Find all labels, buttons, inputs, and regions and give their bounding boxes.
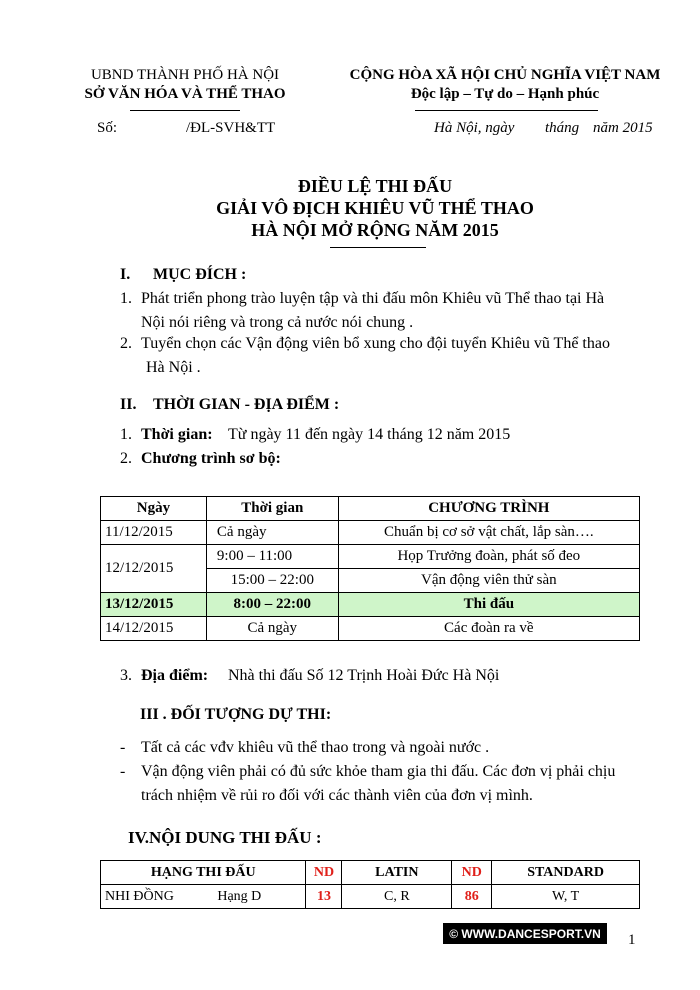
table-row — [101, 545, 640, 569]
schedule-program: Họp Trưởng đoàn, phát số đeo — [338, 545, 639, 569]
date-month: tháng — [545, 120, 580, 136]
schedule-col-program: CHƯƠNG TRÌNH — [338, 497, 639, 521]
schedule-time: 8:00 – 22:00 — [206, 593, 338, 617]
title-line-1: ĐIỀU LỆ THI ĐẤU — [297, 176, 453, 196]
schedule-col-time: Thời gian — [206, 497, 338, 521]
table-row — [101, 885, 640, 909]
schedule-time: Cả ngày — [206, 521, 338, 545]
latin-value: C, R — [342, 885, 452, 909]
s2-item3-label: Địa điểm: — [141, 667, 209, 684]
doc-number-label: Số: — [97, 120, 118, 136]
section-4-heading: IV.NỘI DUNG THI ĐẤU : — [128, 828, 322, 847]
header-left-rule — [130, 110, 240, 111]
schedule-col-date: Ngày — [101, 497, 207, 521]
section-2-heading: THỜI GIAN - ĐỊA ĐIỂM : — [153, 396, 340, 413]
section-1-heading: MỤC ĐÍCH : — [153, 266, 247, 283]
nation-name: CỘNG HÒA XÃ HỘI CHỦ NGHĨA VIỆT NAM — [349, 67, 661, 83]
department-name: SỞ VĂN HÓA VÀ THỂ THAO — [84, 86, 286, 102]
table-row-highlighted — [101, 593, 640, 617]
title-line-2: GIẢI VÔ ĐỊCH KHIÊU VŨ THỂ THAO — [216, 198, 534, 218]
section-2-num: II. — [120, 396, 137, 413]
schedule-program: Thi đấu — [338, 593, 639, 617]
title-rule — [330, 247, 426, 248]
schedule-date: 12/12/2015 — [101, 545, 207, 593]
schedule-date: 14/12/2015 — [101, 617, 207, 641]
s1-item1-num: 1. — [120, 290, 132, 307]
s1-item1-line2: Nội nói riêng và trong cả nước nói chung . — [141, 314, 414, 331]
schedule-date: 11/12/2015 — [101, 521, 207, 545]
s2-item2-num: 2. — [120, 450, 132, 467]
schedule-date: 13/12/2015 — [101, 593, 207, 617]
s2-item1-label: Thời gian: — [141, 426, 213, 443]
table-row — [101, 521, 640, 545]
s3-bullet1-dash: - — [120, 739, 126, 756]
section-1-num: I. — [120, 266, 131, 283]
col-class: HẠNG THI ĐẤU — [101, 861, 306, 885]
schedule-program: Chuẩn bị cơ sở vật chất, lắp sàn…. — [338, 521, 639, 545]
schedule-time: 15:00 – 22:00 — [206, 569, 338, 593]
watermark-badge: © WWW.DANCESPORT.VN — [443, 923, 607, 944]
col-standard: STANDARD — [492, 861, 640, 885]
nd-latin-value: 13 — [306, 885, 342, 909]
class-level: Hạng D — [217, 888, 262, 904]
table-row — [101, 617, 640, 641]
standard-value: W, T — [492, 885, 640, 909]
competition-table — [100, 860, 640, 909]
doc-number-code: /ĐL-SVH&TT — [186, 120, 276, 136]
col-nd-standard: ND — [452, 861, 492, 885]
schedule-header-row — [101, 497, 640, 521]
schedule-table — [100, 496, 640, 641]
class-cell — [101, 885, 306, 909]
section-3-heading: III . ĐỐI TƯỢNG DỰ THI: — [140, 706, 332, 723]
class-name: NHI ĐỒNG — [105, 888, 174, 904]
nd-standard-value: 86 — [452, 885, 492, 909]
date-year: năm 2015 — [593, 120, 653, 136]
agency-name: UBND THÀNH PHỐ HÀ NỘI — [90, 67, 280, 83]
s3-bullet2-line2: trách nhiệm về rủi ro đối với các thành viên của đơn vị mình. — [141, 787, 533, 804]
schedule-program: Các đoàn ra về — [338, 617, 639, 641]
col-nd-latin: ND — [306, 861, 342, 885]
schedule-time: Cả ngày — [206, 617, 338, 641]
s2-item3-num: 3. — [120, 667, 132, 684]
s1-item2-num: 2. — [120, 335, 132, 352]
header-right-rule — [415, 110, 598, 111]
schedule-program: Vận động viên thử sàn — [338, 569, 639, 593]
motto: Độc lập – Tự do – Hạnh phúc — [410, 86, 600, 102]
s2-item1-num: 1. — [120, 426, 132, 443]
competition-header-row — [101, 861, 640, 885]
s1-item2-line2: Hà Nội . — [146, 359, 201, 376]
s2-item1-text: Từ ngày 11 đến ngày 14 tháng 12 năm 2015 — [228, 426, 511, 443]
s2-item3-text: Nhà thi đấu Số 12 Trịnh Hoài Đức Hà Nội — [228, 667, 500, 684]
col-latin: LATIN — [342, 861, 452, 885]
s3-bullet1: Tất cả các vđv khiêu vũ thể thao trong và ngoài nước . — [141, 739, 490, 756]
s1-item1-line1: Phát triển phong trào luyện tập và thi đấu môn Khiêu vũ Thể thao tại Hà — [141, 290, 605, 307]
s2-item2-label: Chương trình sơ bộ: — [141, 450, 281, 467]
page-number: 1 — [628, 932, 636, 948]
s3-bullet2-dash: - — [120, 763, 126, 780]
s1-item2-line1: Tuyển chọn các Vận động viên bổ xung cho đội tuyển Khiêu vũ Thể thao — [141, 335, 610, 352]
s3-bullet2-line1: Vận động viên phải có đủ sức khỏe tham gia thi đấu. Các đơn vị phải chịu — [141, 763, 616, 780]
schedule-time: 9:00 – 11:00 — [206, 545, 338, 569]
title-line-3: HÀ NỘI MỞ RỘNG NĂM 2015 — [251, 220, 499, 240]
date-place: Hà Nội, ngày — [434, 120, 515, 136]
